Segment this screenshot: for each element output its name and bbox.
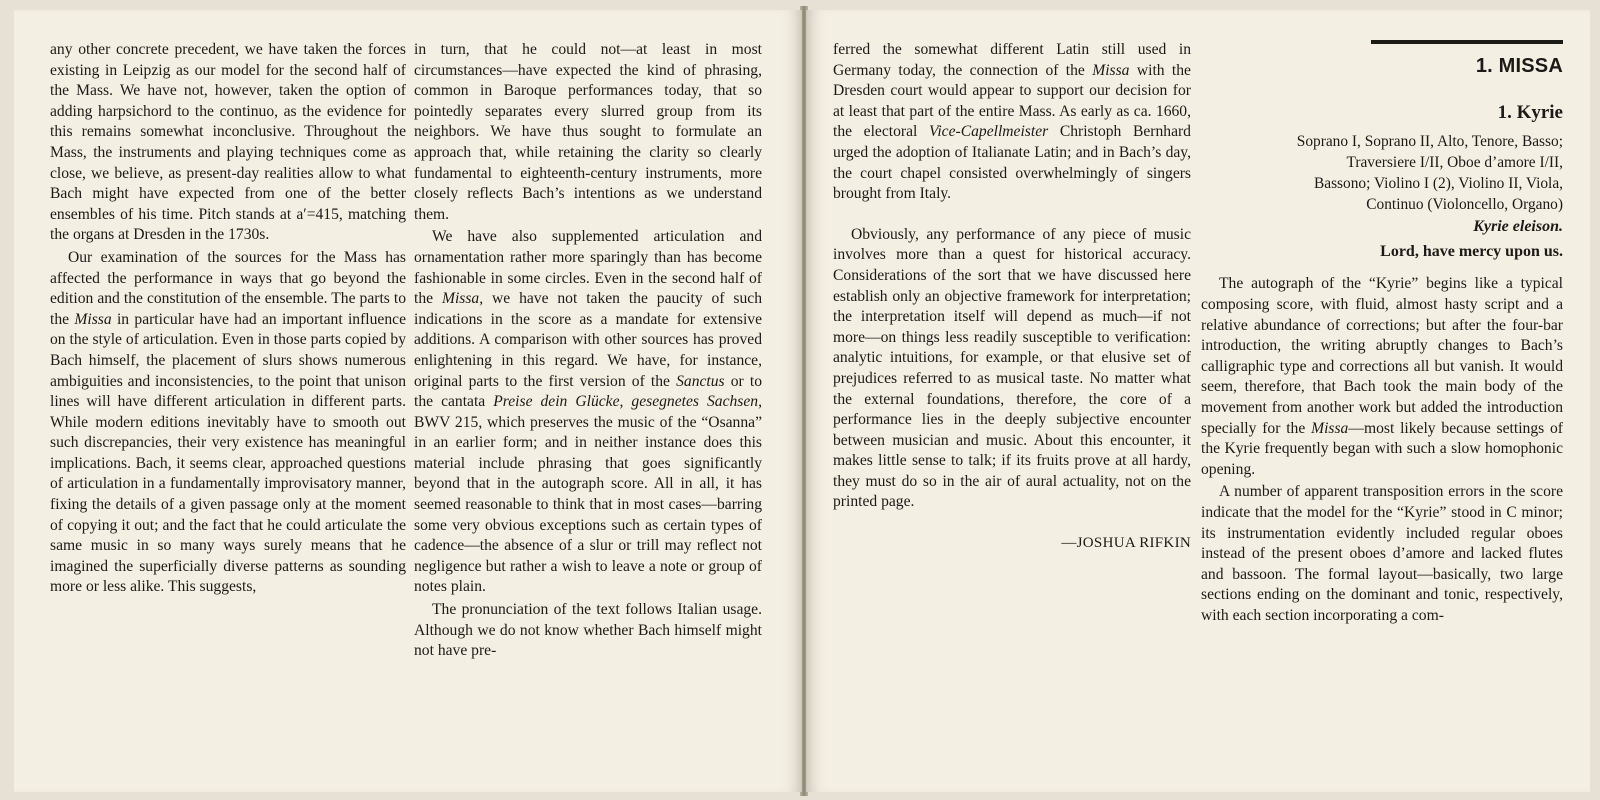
paragraph: [1201, 482, 1563, 626]
left-page-column-2: [414, 40, 762, 664]
right-page-column-1: [833, 40, 1191, 554]
movement-title: 1. Kyrie: [1497, 101, 1563, 123]
text-run: ferred the somewhat different Latin still used in Germany today, the connection of the: [833, 41, 1191, 79]
latin-text: Kyrie eleison.: [1473, 218, 1563, 236]
paragraph: [50, 40, 406, 246]
left-page: [14, 10, 802, 792]
text-run: Our examination of the sources for the Mass has affected the performance in ways that go beyond the edition and the constitution of the ensemble. The parts to the: [50, 248, 406, 328]
italic-title: Missa: [1311, 419, 1349, 437]
paragraph: [833, 225, 1191, 513]
text-run: We have also supplemented articulation and ornamentation rather more sparingly than has become fashionable in some circles. Even in the second half of the: [414, 228, 762, 308]
left-page-column-1: [50, 40, 406, 600]
section-title: 1. MISSA: [1475, 55, 1563, 77]
paragraph: [50, 248, 406, 598]
italic-title: Missa: [1092, 61, 1130, 79]
scoring-line: Soprano I, Soprano II, Alto, Tenore, Basso;: [1296, 133, 1563, 151]
italic-title: Preise dein Glücke, gesegnetes Sachsen,: [493, 393, 762, 411]
text-run: with the Dresden court would appear to support our decision for at least that part of the entire Mass. As early as ca. 1660, the electoral: [833, 61, 1191, 141]
right-page: [806, 10, 1590, 792]
text-run: Obviously, any performance of any piece of music involves more than a quest for historical accuracy. Considerations of the sort that we have discussed here establish only an objective framework for interpretation; the interpretation itself will depend as much—if not more—on things less readily susceptible to verification: analytic intuitions, for example, or that elusive set of prejudices referred to as musical taste. No matter what the external foundations, therefore, the core of a performance lies in the deeply subjective encounter between musician and music. About this encounter, it makes little sense to talk; if its fruits prove at all hardy, they must do so in the air of aural actuality, not on the printed page.: [833, 225, 1191, 511]
text-run: in turn, that he could not—at least in most circumstances—have expected the kind of phrasing, common in Baroque performances today, that so pointedly separates every slurred group from its neighbors. We have thus sought to formulate an approach that, while retaining the clarity so clearly fundamental to eighteenth-century instruments, more closely reflects Bach’s intentions as we understand them.: [414, 41, 762, 223]
italic-title: Sanctus: [676, 372, 725, 390]
italic-title: Vice-Capellmeister: [928, 123, 1049, 141]
text-run: The pronunciation of the text follows Italian usage. Although we do not know whether Bach himself might not have pre-: [414, 601, 762, 660]
text-run: any other concrete precedent, we have taken the forces existing in Leipzig as our model for the second half of the Mass. We have not, however, taken the option of adding harpsichord to the continuo, as the evidence for this remains somewhat inconclusive. Throughout the Mass, the instruments and playing techniques come as close, we believe, as present-day realities allow to what Bach might have expected from one of the better ensembles of his time. Pitch stands at a′=415, matching the organs at Dresden in the 1730s.: [50, 41, 406, 244]
right-page-column-2: [1201, 40, 1563, 628]
text-run: The autograph of the “Kyrie” begins like a typical composing score, with fluid, almost hasty script and a relative abundance of corrections; but after the four-bar introduction, the writing abruptly changes to Bach’s calligraphic type and corrections all but vanish. It would seem, therefore, that Bach took the main body of the movement from another work but added the introduction specially for the: [1201, 275, 1563, 437]
author-signature: —JOSHUA RIFKIN: [1061, 535, 1191, 552]
paragraph: [833, 40, 1191, 205]
paragraph: [414, 40, 762, 225]
paragraph: [414, 227, 762, 598]
text-run: we have not taken the paucity of such indications in the score as a mandate for extensive additions. A comparison with other sources has proved enlightening in this regard. We have, for instance, original parts to the first version of the: [414, 290, 763, 390]
text-run: A number of apparent transposition errors in the score indicate that the model for the “Kyrie” stood in C minor; its instrumentation evidently included regular oboes instead of the present oboes d’amore and lacked flutes and bassoon. The formal layout—basically, two large sections ending on the dominant and tonic, respectively, with each section incorporating a com-: [1201, 483, 1563, 624]
scoring-list: [1201, 131, 1563, 215]
italic-title: Missa: [74, 310, 112, 328]
text-run: —most likely because settings of the Kyrie frequently began with such a slow homophonic opening.: [1201, 419, 1563, 478]
translation-text: Lord, have mercy upon us.: [1380, 242, 1563, 260]
section-rule: [1371, 40, 1563, 44]
italic-title: Missa,: [441, 290, 484, 308]
text-run: or to the cantata: [414, 372, 762, 411]
scoring-line: Bassono; Violino I (2), Violino II, Viola,: [1313, 175, 1563, 193]
text-run: Christoph Bernhard urged the adoption of Italianate Latin; and in Bach’s day, the court chapel consisted overwhelmingly of singers brought from Italy.: [833, 123, 1191, 203]
scoring-line: Continuo (Violoncello, Organo): [1366, 196, 1563, 214]
text-run: in particular have had an important influence on the style of articulation. Even in those parts copied by Bach himself, the placement of slurs shows numerous ambiguities and inconsistencies, to the point that unison lines will have different articulation in different parts. While modern editions inevitably have to smooth out such discrepancies, their very existence has meaningful implications. Bach, it seems clear, approached questions of articulation in a fundamentally improvisatory manner, fixing the details of a given passage only at the moment of copying it out; and the fact that he could articulate the same music in so many ways surely means that he imagined the superficially diverse patterns as sounding more or less alike. This suggests,: [50, 310, 406, 596]
text-run: BWV 215, which preserves the music of the “Osanna” in an earlier form; and in neither instance does this material include phrasing that goes significantly beyond that in the autograph score. All in all, it has seemed reasonable to think that in most cases—barring some very obvious exceptions such as certain types of cadence—the absence of a slur or trill may reflect not negligence but rather a wish to leave a note or group of notes plain.: [414, 413, 762, 596]
paragraph: [1201, 274, 1563, 480]
paragraph: [414, 600, 762, 662]
scoring-line: Traversiere I/II, Oboe d’amore I/II,: [1346, 154, 1563, 172]
